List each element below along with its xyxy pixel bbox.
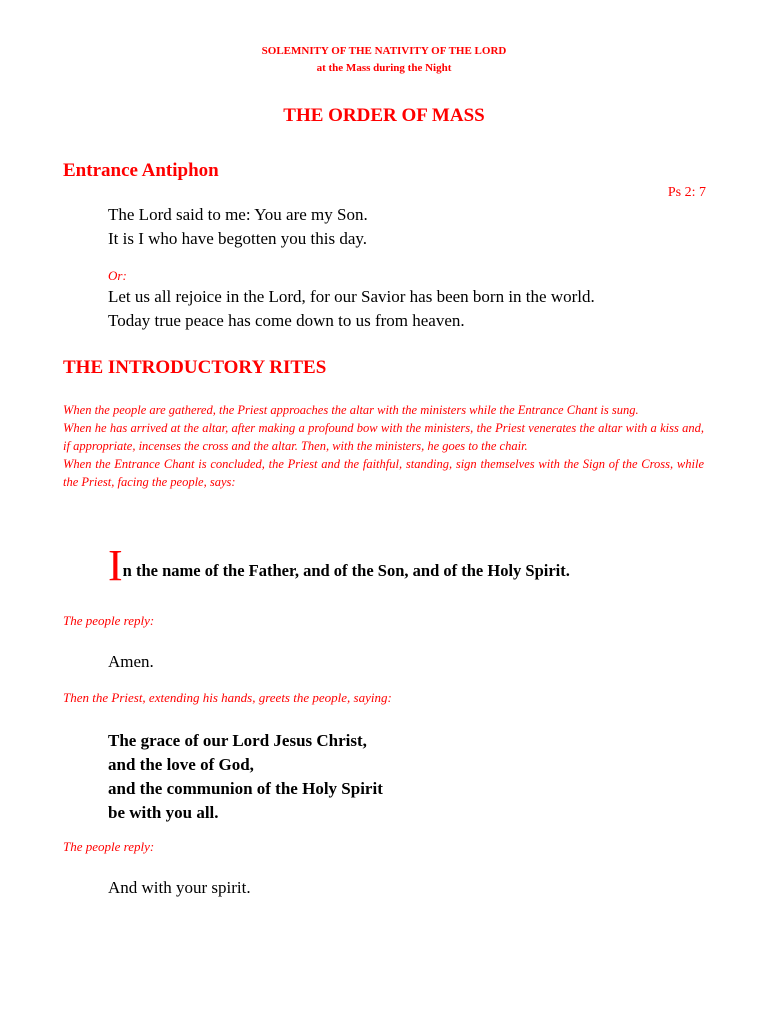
antiphon-text [108, 203, 368, 251]
sign-of-cross-text: n the name of the Father, and of the Son, and of the Holy Spirit. [122, 561, 570, 580]
greeting-line: be with you all. [108, 803, 219, 822]
page-title: THE ORDER OF MASS [283, 105, 485, 126]
amen-response: Amen. [108, 652, 154, 671]
mass-subtitle: at the Mass during the Night [316, 62, 452, 74]
entrance-antiphon-heading: Entrance Antiphon [63, 160, 219, 181]
introductory-rites-heading: THE INTRODUCTORY RITES [63, 357, 327, 378]
drop-cap-initial: I [108, 541, 123, 590]
greeting-line: and the communion of the Holy Spirit [108, 779, 383, 798]
people-reply-rubric: The people reply: [63, 839, 155, 854]
rubric-paragraph: When he has arrived at the altar, after making a profound bow with the ministers, the Priest venerates the altar with a kiss and, if appropriate, incenses the cross and the altar. Then, with the ministers, he goes to the chair. [63, 421, 704, 453]
psalm-reference: Ps 2: 7 [667, 185, 706, 200]
feast-title: SOLEMNITY OF THE NATIVITY OF THE LORD [261, 45, 507, 57]
people-reply-rubric: The people reply: [63, 613, 155, 628]
sign-of-the-cross [108, 541, 570, 590]
rubric-paragraph: When the people are gathered, the Priest approaches the altar with the ministers while the Entrance Chant is sung. [63, 403, 639, 417]
antiphon-line: The Lord said to me: You are my Son. [108, 205, 368, 224]
alternate-antiphon-line: Let us all rejoice in the Lord, for our Savior has been born in the world. [108, 287, 595, 306]
rubric-paragraph: When the Entrance Chant is concluded, the Priest and the faithful, standing, sign themselves with the Sign of the Cross, while the Priest, facing the people, says: [63, 457, 704, 489]
alternate-antiphon-text [108, 285, 595, 333]
opening-rubrics [63, 401, 704, 491]
greeting-line: and the love of God, [108, 755, 254, 774]
greeting-rubric: Then the Priest, extending his hands, greets the people, saying: [63, 690, 392, 705]
greeting-line: The grace of our Lord Jesus Christ, [108, 731, 367, 750]
priest-greeting [108, 729, 383, 825]
antiphon-line: It is I who have begotten you this day. [108, 229, 368, 248]
or-label: Or: [108, 268, 127, 283]
spirit-response: And with your spirit. [108, 878, 251, 897]
alternate-antiphon-line: Today true peace has come down to us from heaven. [108, 311, 465, 330]
